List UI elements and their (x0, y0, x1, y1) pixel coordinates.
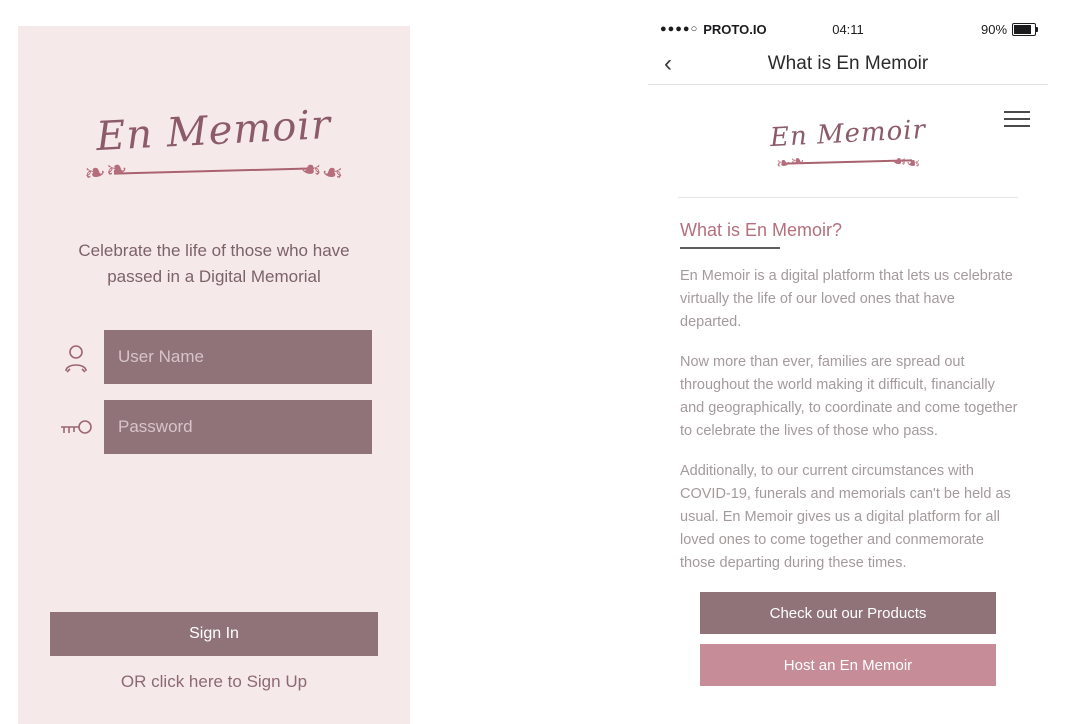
floral-flourish-left-icon: ❧❧ (82, 153, 130, 189)
status-bar-right (864, 22, 1036, 37)
sign-up-link[interactable]: OR click here to Sign Up (120, 672, 308, 691)
about-floral-flourish-right-icon: ❧❧ (890, 151, 922, 174)
header-divider (678, 197, 1018, 198)
about-app-logo-text: En Memoir (769, 114, 927, 154)
app-logo-text: En Memoir (95, 101, 333, 161)
section-heading-underline (680, 247, 780, 249)
about-app-logo (648, 114, 1048, 185)
status-bar (648, 14, 1048, 44)
about-paragraph-2: Now more than ever, families are spread out throughout the world making it difficult, financially and geographically, to coordinate and come together to celebrate the lives of those who pass. (680, 354, 1018, 439)
logo-underline (114, 167, 314, 174)
password-field-row (18, 400, 410, 454)
section-heading: What is En Memoir? (680, 220, 843, 240)
navigation-bar (648, 44, 1048, 85)
host-memoir-button[interactable]: Host an En Memoir (700, 644, 996, 686)
page-title: What is En Memoir (767, 53, 929, 74)
password-input[interactable] (104, 400, 372, 454)
app-logo (18, 101, 410, 198)
battery-icon (1012, 23, 1036, 36)
user-icon (48, 341, 104, 373)
battery-percent-label: 90% (980, 21, 1008, 37)
username-field-row (18, 330, 410, 384)
about-floral-flourish-left-icon: ❧❧ (774, 151, 806, 174)
sign-in-button[interactable]: Sign In (50, 612, 378, 656)
about-paragraph-1: En Memoir is a digital platform that lets us celebrate virtually the life of our loved ones that have departed. (680, 268, 1013, 330)
about-body-copy (680, 265, 1020, 575)
status-bar-left (660, 22, 832, 37)
about-paragraph-3: Additionally, to our current circumstances with COVID-19, funerals and memorials can't be held as usual. En Memoir gives us a digital platform for all loved ones to come together and conmemorate those departing during these times. (680, 463, 1011, 571)
chevron-left-icon[interactable]: ‹ (664, 50, 672, 77)
signal-strength-icon: ●●●●○ (660, 23, 699, 35)
check-products-button[interactable]: Check out our Products (700, 592, 996, 634)
login-screen (18, 26, 410, 724)
clock-label: 04:11 (832, 21, 864, 37)
carrier-label: PROTO.IO (703, 21, 767, 37)
login-tagline: Celebrate the life of those who have passed in a Digital Memorial (78, 241, 350, 286)
about-screen (648, 14, 1048, 724)
username-input[interactable] (104, 330, 372, 384)
floral-flourish-right-icon: ❧❧ (298, 153, 346, 189)
key-icon (48, 416, 104, 438)
